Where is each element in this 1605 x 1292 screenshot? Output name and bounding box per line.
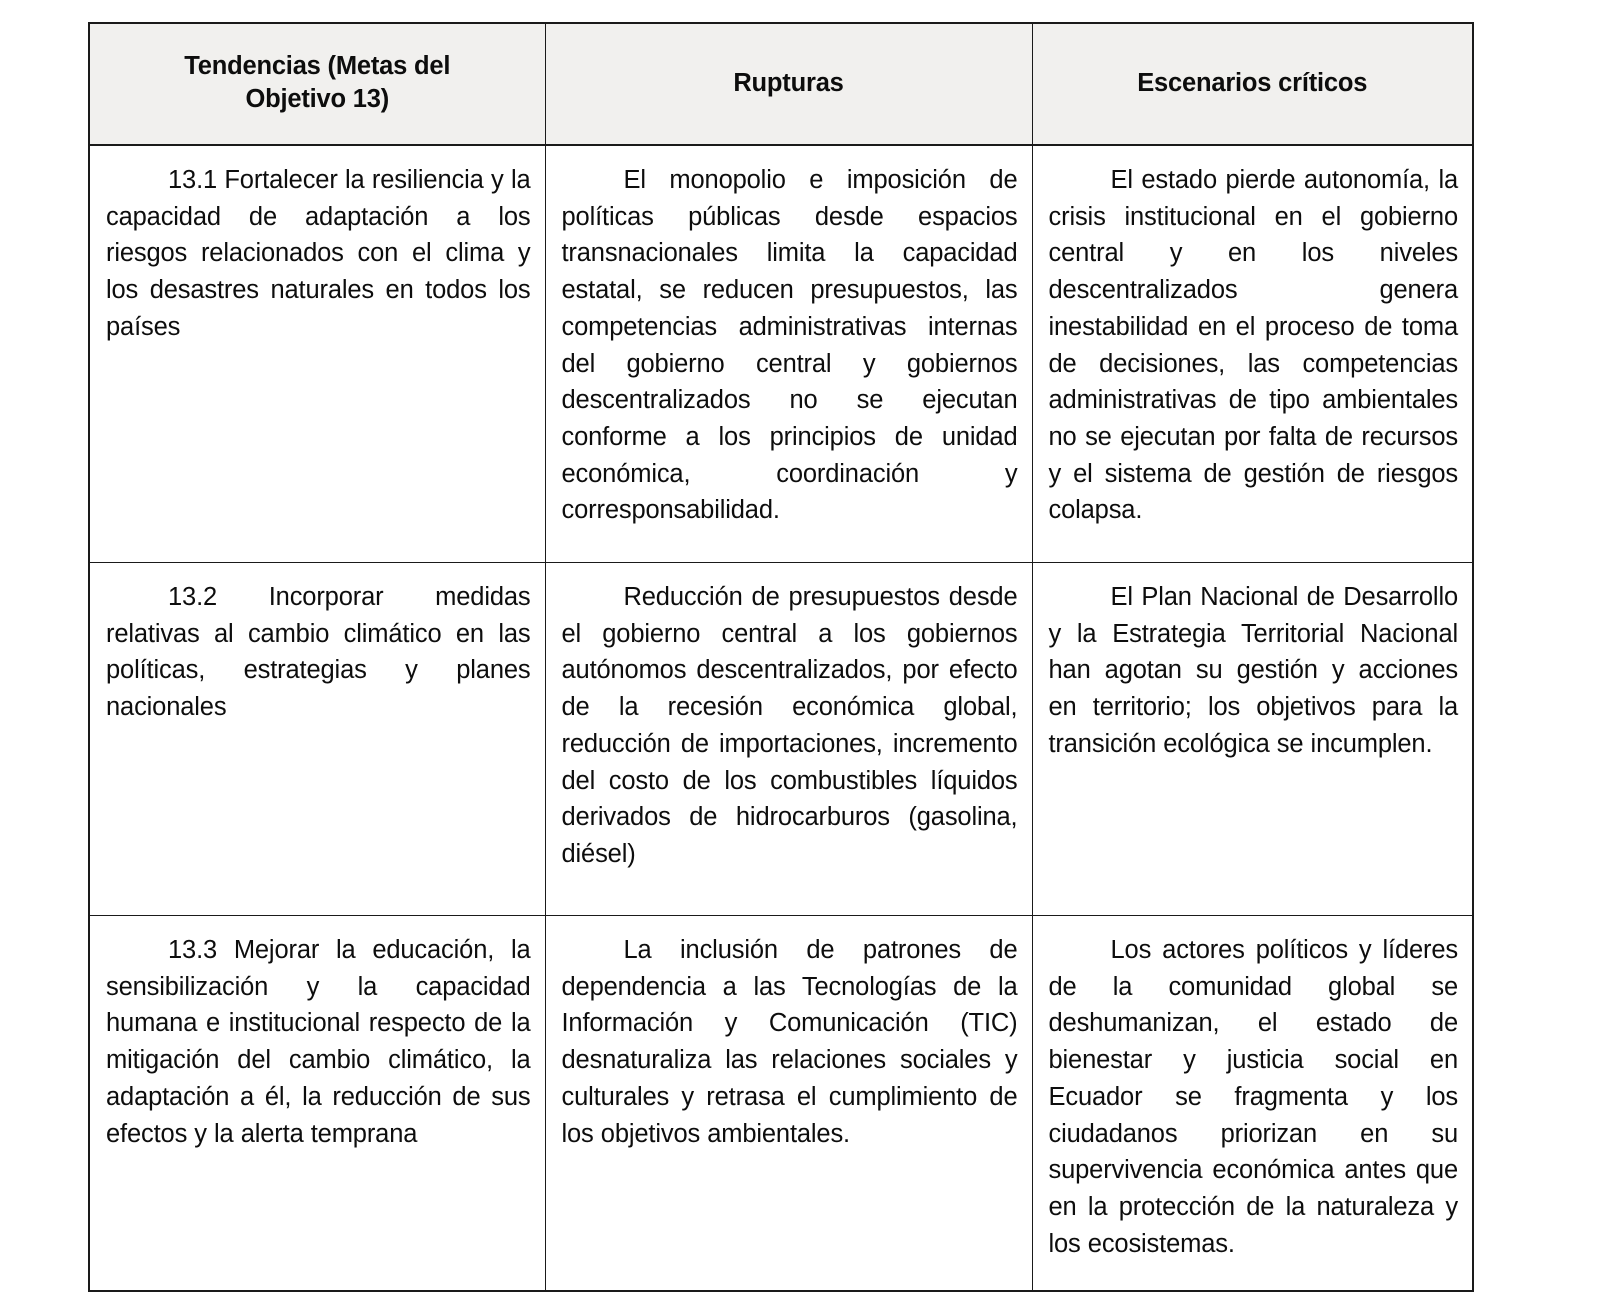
table-body [89, 145, 1473, 1291]
cell-ruptura [545, 916, 1032, 1292]
column-header-tendencias-line-2: Objetivo 13) [245, 85, 390, 113]
cell-escenario [1032, 916, 1473, 1292]
cell-escenario-text: Los actores políticos y líderes de la comunidad global se deshumanizan, el estado de bienestar y justicia social en Ecuador se fragmenta y los ciudadanos priorizan en su supervivencia económica antes que en la protección de la naturaleza y los ecosistemas. [1048, 936, 1458, 1258]
cell-tendencia-text: 13.3 Mejorar la educación, la sensibilización y la capacidad humana e institucional respecto de la mitigación del cambio climático, la adaptación a él, la reducción de sus efectos y la alerta temprana [106, 936, 531, 1148]
cell-tendencia-text: 13.1 Fortalecer la resiliencia y la capacidad de adaptación a los riesgos relacionados con el clima y los desastres naturales en todos los países [106, 166, 531, 341]
cell-ruptura [545, 563, 1032, 916]
cell-tendencia [89, 563, 545, 916]
column-header-rupturas [545, 23, 1032, 145]
table-container [88, 22, 1472, 1292]
cell-escenario [1032, 145, 1473, 563]
cell-ruptura [545, 145, 1032, 563]
cell-tendencia [89, 916, 545, 1292]
cell-tendencia [89, 145, 545, 563]
header-row [89, 23, 1473, 145]
table-row [89, 563, 1473, 916]
scenarios-table [88, 22, 1474, 1292]
cell-escenario-text: El Plan Nacional de Desarrollo y la Estrategia Territorial Nacional han agotan su gestión y acciones en territorio; los objetivos para la transición ecológica se incumplen. [1048, 583, 1458, 758]
cell-ruptura-text: El monopolio e imposición de políticas públicas desde espacios transnacionales limita la capacidad estatal, se reducen presupuestos, las competencias administrativas internas del gobierno central y gobiernos descentralizados no se ejecutan conforme a los principios de unidad económica, coordinación y corresponsabilidad. [561, 166, 1018, 525]
cell-escenario-text: El estado pierde autonomía, la crisis institucional en el gobierno central y en los niveles descentralizados genera inestabilidad en el proceso de toma de decisiones, las competencias administrativas de tipo ambientales no se ejecutan por falta de recursos y el sistema de gestión de riesgos colapsa. [1048, 166, 1458, 525]
column-header-tendencias-line-1: Tendencias (Metas del [184, 52, 451, 81]
column-header-tendencias [89, 23, 545, 145]
table-row [89, 145, 1473, 563]
column-header-escenarios-criticos-line-1: Escenarios críticos [1137, 68, 1368, 97]
table-header [89, 23, 1473, 145]
table-row [89, 916, 1473, 1292]
cell-ruptura-text: La inclusión de patrones de dependencia a las Tecnologías de la Información y Comunicación (TIC) desnaturaliza las relaciones sociales y culturales y retrasa el cumplimiento de los objetivos ambientales. [561, 936, 1018, 1148]
cell-ruptura-text: Reducción de presupuestos desde el gobierno central a los gobiernos autónomos descentralizados, por efecto de la recesión económica global, reducción de importaciones, incremento del costo de los combustibles líquidos derivados de hidrocarburos (gasolina, diésel) [561, 583, 1018, 869]
column-header-rupturas-line-1: Rupturas [733, 68, 844, 97]
column-header-escenarios-criticos [1032, 23, 1473, 145]
cell-escenario [1032, 563, 1473, 916]
cell-tendencia-text: 13.2 Incorporar medidas relativas al cambio climático en las políticas, estrategias y planes nacionales [106, 583, 531, 722]
